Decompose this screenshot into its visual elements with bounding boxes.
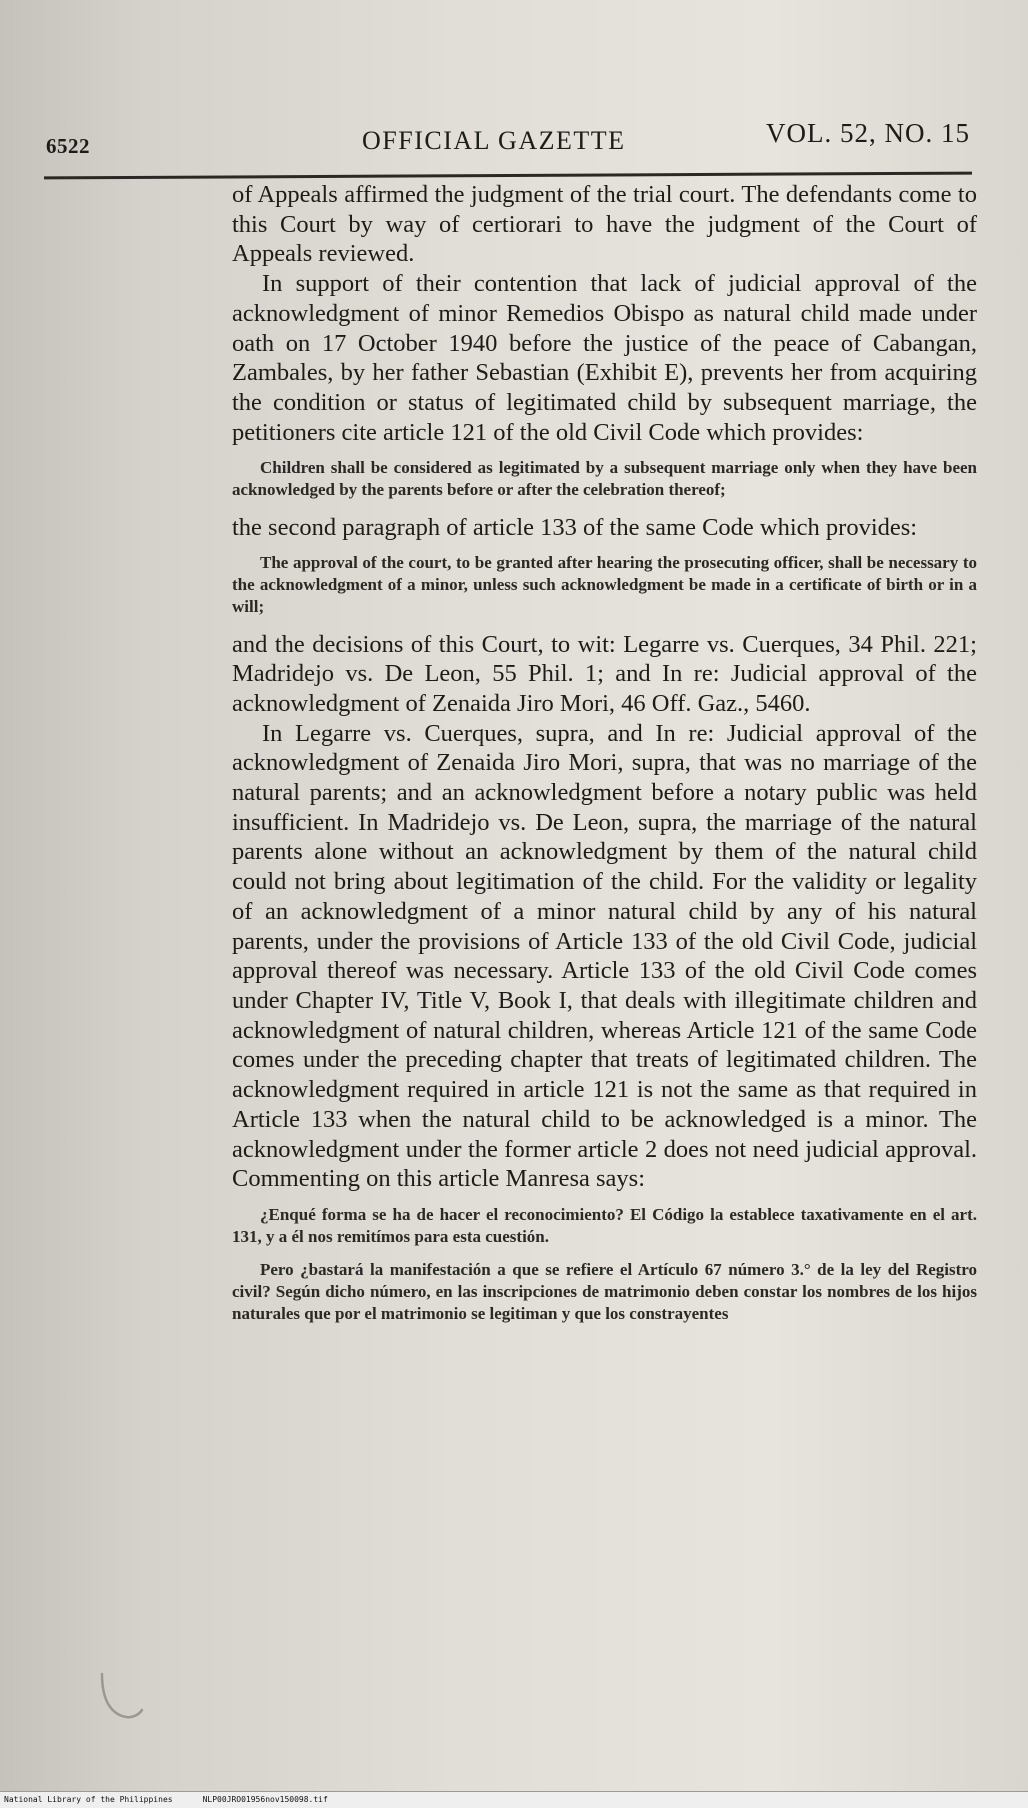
block-quote: Children shall be considered as legitimated by a subsequent marriage only when they have been acknowledged by the parents before or after the celebration thereof; (232, 458, 977, 500)
body-text (232, 180, 977, 1336)
paragraph: In support of their contention that lack of judicial approval of the acknowledgment of minor Remedios Obispo as natural child made under oath on 17 October 1940 before the justice of the peace of Cabangan, Zambales, by her father Sebastian (Exhibit E), prevents her from acquiring the condition or status of legitimated child by subsequent marriage, the petitioners cite article 121 of the old Civil Code which provides: (232, 270, 977, 446)
block-quote: The approval of the court, to be granted after hearing the prosecuting officer, shall be necessary to the acknowledgment of a minor, unless such acknowledgment be made in a certificate of birth or in a will; (232, 553, 977, 616)
footer-source: National Library of the Philippines (4, 1795, 173, 1804)
paragraph: of Appeals affirmed the judgment of the trial court. The defendants come to this Court by way of certiorari to have the judgment of the Court of Appeals reviewed. (232, 181, 977, 268)
block-quote: Pero ¿bastará la manifestación a que se refiere el Artículo 67 número 3.° de la ley del Registro civil? Según dicho número, en las inscripciones de matrimonio deben constar los nombres de los hijos naturales que por el matrimonio se legitiman y que los constrayentes (232, 1260, 977, 1323)
paragraph: and the decisions of this Court, to wit: Legarre vs. Cuerques, 34 Phil. 221; Madridejo vs. De Leon, 55 Phil. 1; and In re: Judicial approval of the acknowledgment of Zenaida Jiro Mori, 46 Off. Gaz., 5460. (232, 630, 977, 717)
page-number: 6522 (46, 134, 90, 158)
scan-footer (0, 1791, 1028, 1808)
footer-filename: NLP00JRO01956nov150098.tif (202, 1795, 328, 1804)
paragraph: In Legarre vs. Cuerques, supra, and In re: Judicial approval of the acknowledgment of Zenaida Jiro Mori, supra, that was no marriage of the natural parents; and an acknowledgment before a notary public was held insufficient. In Madridejo vs. De Leon, supra, the marriage of the natural parents alone without an acknowledgment by them of the natural child could not bring about legitimation of the child. For the validity or legality of an acknowledgment of a minor natural child by any of his natural parents, under the provisions of Article 133 of the old Civil Code, judicial approval thereof was necessary. Article 133 of the old Civil Code comes under Chapter IV, Title V, Book I, that deals with illegitimate children and acknowledgment of natural children, whereas Article 121 of the same Code comes under the preceding chapter that treats of legitimated children. The acknowledgment required in article 121 is not the same as that required in Article 133 when the natural child to be acknowledged is a minor. The acknowledgment under the former article 2 does not need judicial approval. Commenting on this article Manresa says: (232, 719, 977, 1193)
paragraph: the second paragraph of article 133 of the same Code which provides: (232, 513, 918, 541)
volume-number: VOL. 52, NO. 15 (766, 118, 970, 148)
journal-title: OFFICIAL GAZETTE (362, 126, 626, 155)
page-header (40, 108, 970, 168)
header-rule (44, 172, 972, 180)
pencil-mark (96, 1672, 156, 1732)
block-quote: ¿Enqué forma se ha de hacer el reconocimiento? El Código la establece taxativamente en el art. 131, y a él nos remitímos para esta cuestión. (232, 1204, 977, 1246)
